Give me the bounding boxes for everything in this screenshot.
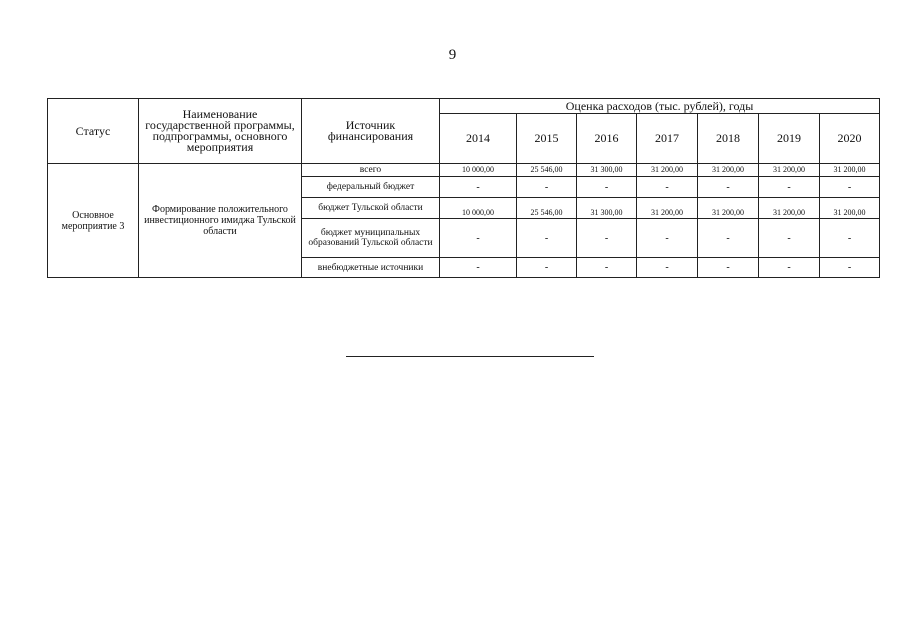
value-cell: 31 200,00 — [820, 164, 880, 177]
header-year: 2015 — [517, 114, 577, 164]
budget-table — [47, 98, 880, 278]
value-cell: 25 546,00 — [517, 164, 577, 177]
value-cell: 31 300,00 — [577, 198, 637, 219]
value-cell: 31 200,00 — [820, 198, 880, 219]
value-cell: - — [577, 258, 637, 278]
header-cost: Оценка расходов (тыс. рублей), годы — [440, 99, 880, 114]
source-cell: бюджет Тульской области — [302, 198, 440, 219]
header-status: Статус — [48, 99, 139, 164]
name-cell: Формирование положительного инвестиционного имиджа Тульской области — [139, 164, 302, 278]
value-cell: - — [759, 219, 820, 258]
value-cell: - — [440, 219, 517, 258]
header-source: Источник финансирования — [302, 99, 440, 164]
value-cell: 31 200,00 — [637, 164, 698, 177]
value-cell: 10 000,00 — [440, 164, 517, 177]
value-cell: - — [759, 258, 820, 278]
value-cell: - — [517, 219, 577, 258]
header-name: Наименование государственной программы, подпрограммы, основного мероприятия — [139, 99, 302, 164]
value-cell: 31 200,00 — [698, 164, 759, 177]
value-cell: - — [698, 177, 759, 198]
value-cell: - — [820, 219, 880, 258]
value-cell: - — [637, 177, 698, 198]
header-year: 2014 — [440, 114, 517, 164]
value-cell: - — [698, 219, 759, 258]
header-year: 2020 — [820, 114, 880, 164]
value-cell: - — [820, 177, 880, 198]
value-cell: - — [820, 258, 880, 278]
value-cell: - — [759, 177, 820, 198]
page-number: 9 — [448, 47, 457, 63]
value-cell: 31 200,00 — [637, 198, 698, 219]
source-cell: всего — [302, 164, 440, 177]
value-cell: - — [637, 258, 698, 278]
value-cell: 31 200,00 — [759, 198, 820, 219]
value-cell: - — [517, 258, 577, 278]
value-cell: 25 546,00 — [517, 198, 577, 219]
header-year: 2017 — [637, 114, 698, 164]
source-cell: внебюджетные источники — [302, 258, 440, 278]
value-cell: - — [577, 219, 637, 258]
source-cell: бюджет муниципальных образований Тульской области — [302, 219, 440, 258]
value-cell: - — [517, 177, 577, 198]
value-cell: 10 000,00 — [440, 198, 517, 219]
header-year: 2016 — [577, 114, 637, 164]
value-cell: - — [440, 177, 517, 198]
status-cell: Основное мероприятие 3 — [48, 164, 139, 278]
value-cell: 31 300,00 — [577, 164, 637, 177]
header-year: 2018 — [698, 114, 759, 164]
source-cell: федеральный бюджет — [302, 177, 440, 198]
value-cell: 31 200,00 — [759, 164, 820, 177]
value-cell: 31 200,00 — [698, 198, 759, 219]
header-row-top — [48, 99, 880, 114]
value-cell: - — [577, 177, 637, 198]
value-cell: - — [637, 219, 698, 258]
value-cell: - — [440, 258, 517, 278]
value-cell: - — [698, 258, 759, 278]
separator-line — [346, 356, 594, 357]
table-row-total — [48, 164, 880, 177]
header-year: 2019 — [759, 114, 820, 164]
